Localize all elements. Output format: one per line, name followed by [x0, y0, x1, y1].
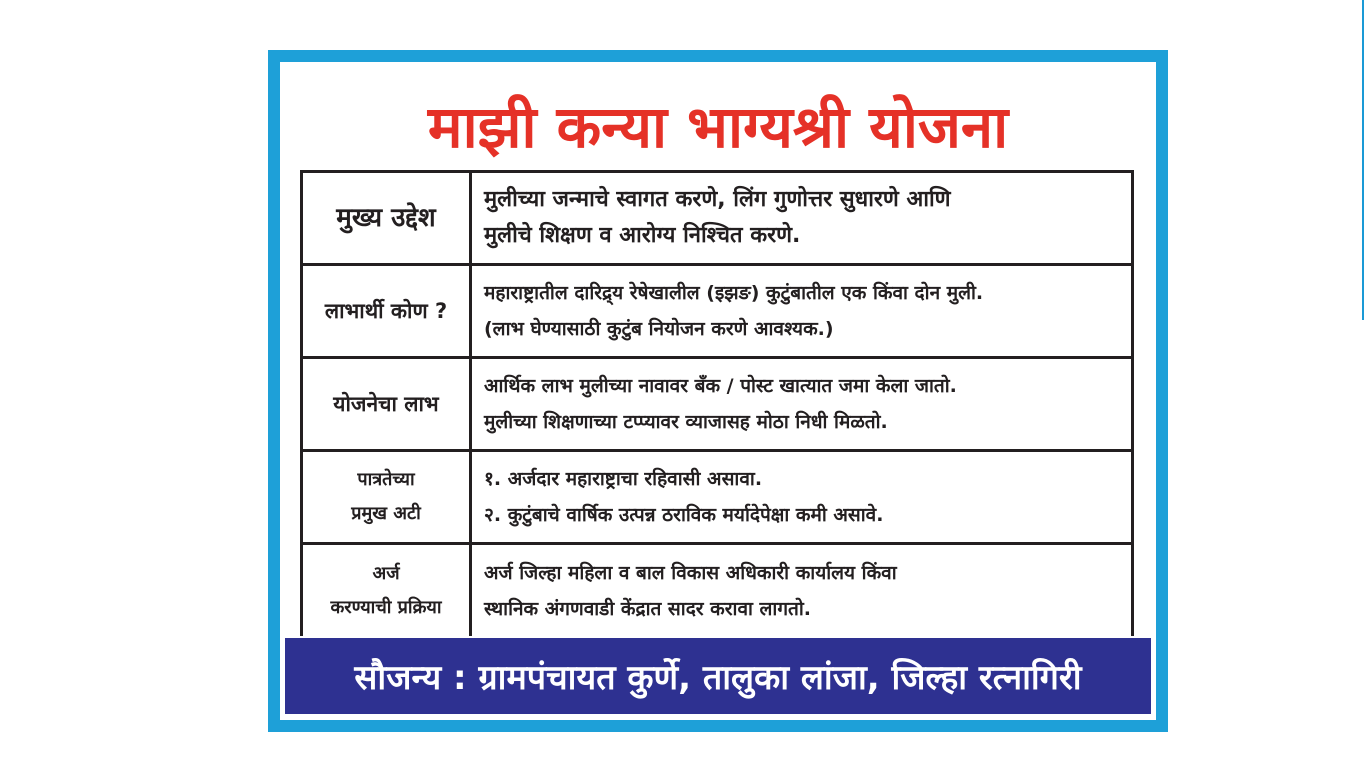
row-content [471, 544, 1133, 639]
poster-title: माझी कन्या भाग्यश्री योजना [427, 93, 1009, 161]
row-label: मुख्य उद्देश [302, 172, 471, 265]
label-line: अर्ज [372, 563, 400, 584]
table-row [302, 544, 1133, 639]
label-line: पात्रतेच्या [357, 469, 415, 490]
content-line: महाराष्ट्रातील दारिद्र्य रेषेखालील (इझङ) कुटुंबातील एक किंवा दोन मुली. [484, 282, 984, 304]
edge-line [1362, 0, 1364, 320]
row-content [471, 172, 1133, 265]
row-label: योजनेचा लाभ [302, 358, 471, 451]
row-label [302, 544, 471, 639]
row-content [471, 451, 1133, 544]
content-line: १. अर्जदार महाराष्ट्राचा रहिवासी असावा. [484, 468, 763, 490]
label-line: करण्याची प्रक्रिया [330, 597, 442, 618]
row-content [471, 358, 1133, 451]
info-table [300, 170, 1134, 640]
row-label: लाभार्थी कोण ? [302, 265, 471, 358]
content-line: मुलीच्या जन्माचे स्वागत करणे, लिंग गुणोत्तर सुधारणे आणि [484, 187, 951, 212]
row-label [302, 451, 471, 544]
table-row [302, 358, 1133, 451]
poster-frame [268, 50, 1168, 732]
table-row [302, 451, 1133, 544]
content-line: (लाभ घेण्यासाठी कुटुंब नियोजन करणे आवश्यक.) [484, 318, 834, 340]
content-line: मुलीचे शिक्षण व आरोग्य निश्चित करणे. [484, 223, 801, 248]
poster-inner [280, 62, 1156, 720]
content-line: स्थानिक अंगणवाडी केंद्रात सादर करावा लागतो. [484, 598, 812, 620]
row-content [471, 265, 1133, 358]
table-row [302, 265, 1133, 358]
content-line: आर्थिक लाभ मुलीच्या नावावर बँक / पोस्ट खात्यात जमा केला जातो. [484, 375, 957, 397]
label-line: प्रमुख अटी [351, 503, 421, 524]
content-line: २. कुटुंबाचे वार्षिक उत्पन्न ठराविक मर्यादेपेक्षा कमी असावे. [484, 504, 884, 526]
table-row [302, 172, 1133, 265]
content-line: मुलीच्या शिक्षणाच्या टप्प्यावर व्याजासह मोठा निधी मिळतो. [484, 411, 888, 433]
courtesy-footer: सौजन्य : ग्रामपंचायत कुर्णे, तालुका लांजा, जिल्हा रत्नागिरी [283, 636, 1153, 716]
content-line: अर्ज जिल्हा महिला व बाल विकास अधिकारी कार्यालय किंवा [484, 562, 897, 584]
